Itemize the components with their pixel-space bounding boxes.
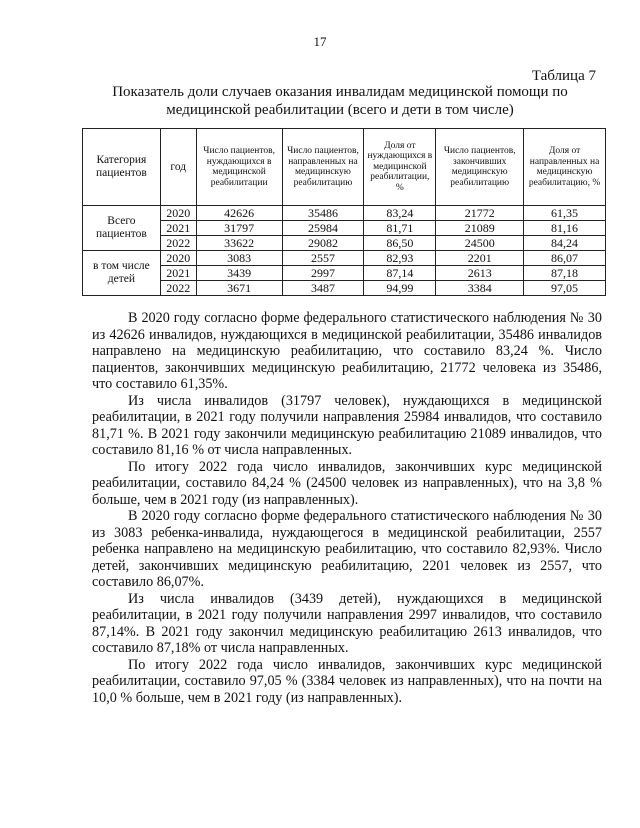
table-cell: 82,93 (364, 251, 436, 266)
year-cell: 2020 (160, 206, 196, 221)
paragraph: Из числа инвалидов (31797 человек), нуждающихся в медицинской реабилитации, в 2021 году получили направления 25984 инвалидов, что составило 81,71 %. В 2021 году закончили медицинскую реабилитацию 21089 инвалидов, что составило 81,16 % от числа направленных. (92, 392, 602, 458)
table-cell: 31797 (196, 221, 282, 236)
table-cell: 83,24 (364, 206, 436, 221)
table-cell: 2613 (436, 266, 524, 281)
table-cell: 81,16 (524, 221, 606, 236)
table-cell: 61,35 (524, 206, 606, 221)
table-cell: 21089 (436, 221, 524, 236)
table-row (83, 221, 606, 236)
table-row (83, 251, 606, 266)
table-title (90, 83, 590, 119)
table-cell: 3671 (196, 281, 282, 296)
header-completed: Число пациентов, закончивших медицинскую реабилитацию (436, 129, 524, 206)
category-cell: в том числе детей (83, 251, 161, 296)
category-cell: Всего пациентов (83, 206, 161, 251)
table-cell: 2997 (282, 266, 364, 281)
year-cell: 2021 (160, 266, 196, 281)
table-title-line: Показатель доли случаев оказания инвалидам медицинской помощи по (112, 84, 568, 100)
year-cell: 2020 (160, 251, 196, 266)
year-cell: 2022 (160, 236, 196, 251)
body-text (92, 310, 602, 706)
table-cell: 3439 (196, 266, 282, 281)
statistics-table (82, 128, 606, 296)
table-row (83, 206, 606, 221)
table-row (83, 281, 606, 296)
table-cell: 3487 (282, 281, 364, 296)
table-cell: 94,99 (364, 281, 436, 296)
table-cell: 86,07 (524, 251, 606, 266)
header-year: год (160, 129, 196, 206)
table-cell: 87,14 (364, 266, 436, 281)
table-cell: 3384 (436, 281, 524, 296)
table-row (83, 266, 606, 281)
table-cell: 97,05 (524, 281, 606, 296)
table-cell: 42626 (196, 206, 282, 221)
table-label: Таблица 7 (531, 68, 596, 84)
header-category: Категория пациентов (83, 129, 161, 206)
table-row (83, 236, 606, 251)
paragraph: В 2020 году согласно форме федерального статистического наблюдения № 30 из 3083 ребенка-инвалида, нуждающегося в медицинской реабилитации, 2557 ребенка направлено на медицинскую реабилитацию, что составило 82,93%. Число детей, закончивших медицинскую реабилитацию, 2201 человек из 2557, что составило 86,07%. (92, 508, 602, 590)
table-cell: 25984 (282, 221, 364, 236)
table-cell: 35486 (282, 206, 364, 221)
paragraph: Из числа инвалидов (3439 детей), нуждающихся в медицинской реабилитации, в 2021 году получили направления 2997 инвалидов, что составило 87,14%. В 2021 году закончил медицинскую реабилитацию 2613 инвалидов, что составило 87,18% от числа направленных. (92, 590, 602, 656)
table-cell: 2557 (282, 251, 364, 266)
table-cell: 81,71 (364, 221, 436, 236)
header-referred: Число пациентов, направленных на медицинскую реабилитацию (282, 129, 364, 206)
header-share-of-referred: Доля от направленных на медицинскую реабилитацию, % (524, 129, 606, 206)
table-header-row (83, 129, 606, 206)
paragraph: По итогу 2022 года число инвалидов, закончивших курс медицинской реабилитации, составило 84,24 % (24500 человек из направленных), что на 3,8 % больше, чем в 2021 году (из направленных). (92, 458, 602, 508)
year-cell: 2022 (160, 281, 196, 296)
table-cell: 24500 (436, 236, 524, 251)
table-cell: 21772 (436, 206, 524, 221)
table-cell: 86,50 (364, 236, 436, 251)
header-share-of-needing: Доля от нуждающихся в медицинской реабилитации, % (364, 129, 436, 206)
page-number: 17 (313, 34, 327, 49)
header-needing-rehab: Число пациентов, нуждающихся в медицинской реабилитации (196, 129, 282, 206)
table-title-line: медицинской реабилитации (всего и дети в том числе) (166, 102, 514, 118)
table-cell: 33622 (196, 236, 282, 251)
table-cell: 84,24 (524, 236, 606, 251)
table-cell: 3083 (196, 251, 282, 266)
paragraph: По итогу 2022 года число инвалидов, закончивших курс медицинской реабилитации, составило 97,05 % (3384 человек из направленных), что на почти на 10,0 % больше, чем в 2021 году (из направленных). (92, 656, 602, 706)
table-cell: 2201 (436, 251, 524, 266)
year-cell: 2021 (160, 221, 196, 236)
table-cell: 87,18 (524, 266, 606, 281)
paragraph: В 2020 году согласно форме федерального статистического наблюдения № 30 из 42626 инвалидов, нуждающихся в медицинской реабилитации, 35486 инвалидов направлено на медицинскую реабилитацию, что составило 83,24 %. Число пациентов, закончивших медицинскую реабилитацию, 21772 человека из 35486, что составило 61,35%. (92, 310, 602, 392)
table-cell: 29082 (282, 236, 364, 251)
